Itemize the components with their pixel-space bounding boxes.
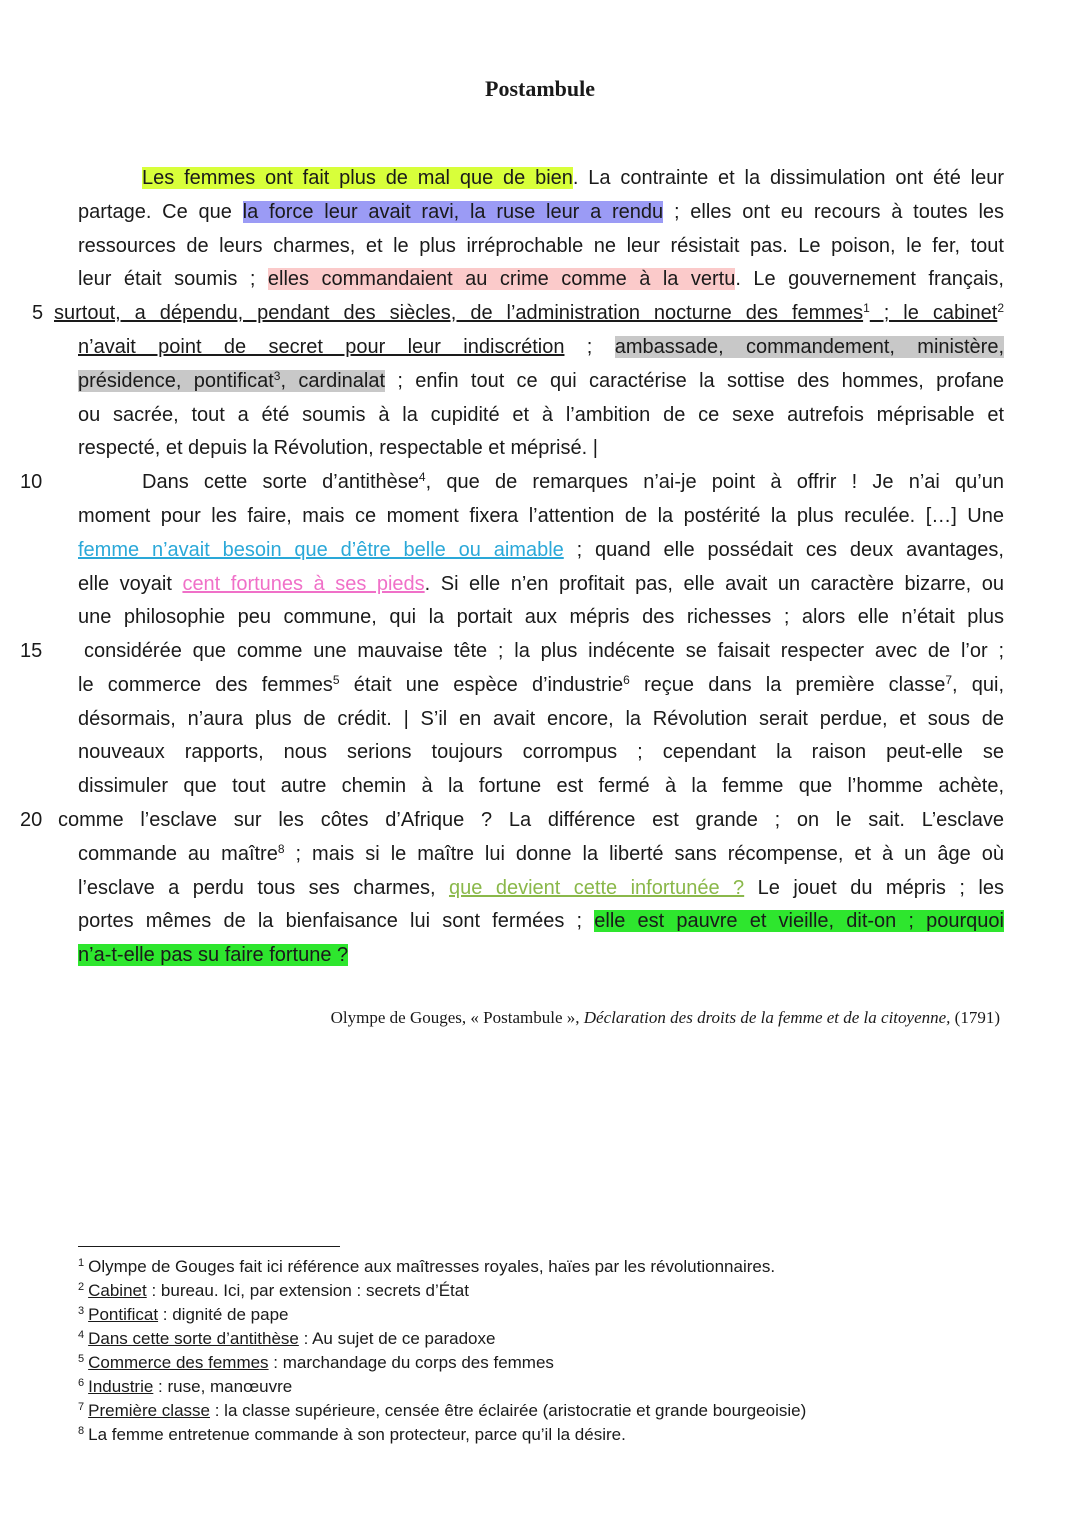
highlight-gray: ambassade, commandement, ministère, xyxy=(614,336,1004,358)
underlined-text: surtout, a dépendu, pendant des siècles, de l’administration nocturne des femmes xyxy=(54,302,864,324)
text-line-8: ou sacrée, tout a été soumis à la cupidité et à l’ambition de ce sexe autrefois méprisable et xyxy=(78,404,1004,426)
text-line-10: Dans cette sorte d’antithèse$^4$, que de remarques n’ai-je point à offrir ! Je n’ai qu’un xyxy=(142,470,1004,493)
line-number-10: 10 xyxy=(20,471,43,493)
text-line-23: portes mêmes de la bienfaisance lui sont fermées ; elle est pauvre et vieille, dit-on ; pourquoi xyxy=(78,910,1004,932)
underlined-text: n’avait point de secret pour leur indiscrétion xyxy=(78,336,565,358)
line-number-5: 5 xyxy=(32,302,44,324)
colored-link-text-pink: cent fortunes à ses pieds xyxy=(182,573,425,595)
text-line-1: Les femmes ont fait plus de mal que de bien. La contrainte et la dissimulation ont été leur xyxy=(142,167,1005,189)
highlight-green: n’a-t-elle pas su faire fortune ? xyxy=(78,944,349,966)
highlight-green: elle est pauvre et vieille, dit-on ; pourquoi xyxy=(594,910,1004,932)
footnote-2: $^2$ Cabinet : bureau. Ici, par extension : secrets d’État xyxy=(78,1281,469,1300)
highlight-gray: présidence, pontificat$^3$, cardinalat xyxy=(78,369,386,392)
text-line-21: commande au maître$^8$ ; mais si le maître lui donne la liberté sans récompense, et à un âge où xyxy=(78,842,1004,865)
text-line-13: elle voyait cent fortunes à ses pieds. Si elle n’en profitait pas, elle avait un caractère bizarre, ou xyxy=(78,573,1004,595)
line-number-20: 20 xyxy=(20,809,43,831)
highlight-yellow: Les femmes ont fait plus de mal que de bien xyxy=(142,167,573,189)
colored-link-text-cyan: femme n’avait besoin que d’être belle ou aimable xyxy=(78,539,564,561)
text-line-4: leur était soumis ; elles commandaient au crime comme à la vertu. Le gouvernement français, xyxy=(78,268,1004,290)
text-line-7: présidence, pontificat$^3$, cardinalat ; enfin tout ce qui caractérise la sottise des hommes, profane xyxy=(78,369,1004,392)
text-line-24 xyxy=(78,940,1004,970)
text-line-3: ressources de leurs charmes, et le plus irréprochable ne leur résistait pas. Le poison, le fer, tout xyxy=(78,235,1004,257)
text-line-19: dissimuler que tout autre chemin à la fortune est fermé à la femme que l’homme achète, xyxy=(78,775,1004,797)
text-line-6: n’avait point de secret pour leur indiscrétion ; ambassade, commandement, ministère, xyxy=(78,336,1004,358)
text-line-9: respecté, et depuis la Révolution, respectable et méprisé. | xyxy=(78,437,598,459)
text-line-20: comme l’esclave sur les côtes d’Afrique ? La différence est grande ; on le sait. L’esclave xyxy=(58,809,1004,831)
highlight-blue: la force leur avait ravi, la ruse leur a rendu xyxy=(242,201,664,223)
colored-link-text-green: que devient cette infortunée ? xyxy=(448,877,745,899)
footnote-4: $^4$ Dans cette sorte d’antithèse : Au sujet de ce paradoxe xyxy=(78,1329,496,1348)
text-line-16: le commerce des femmes$^5$ était une espèce d’industrie$^6$ reçue dans la première classe$^7$, qui, xyxy=(78,673,1005,696)
text-line-15: considérée que comme une mauvaise tête ; la plus indécente se faisait respecter avec de l’or ; xyxy=(84,640,1004,662)
footnote-separator xyxy=(78,1246,340,1247)
line-number-15: 15 xyxy=(20,640,43,662)
footnote-7: $^7$ Première classe : la classe supérieure, censée être éclairée (aristocratie et grande bourgeoisie) xyxy=(78,1401,807,1420)
source-citation: Olympe de Gouges, « Postambule », Déclaration des droits de la femme et de la citoyenne, (1791) xyxy=(330,1008,1000,1027)
text-line-2: partage. Ce que la force leur avait ravi, la ruse leur a rendu ; elles ont eu recours à toutes les xyxy=(78,201,1005,223)
highlight-pink: elles commandaient au crime comme à la vertu xyxy=(267,268,736,290)
footnote-6: $^6$ Industrie : ruse, manœuvre xyxy=(78,1377,293,1396)
footnote-1: $^1$ Olympe de Gouges fait ici référence aux maîtresses royales, haïes par les révolutionnaires. xyxy=(78,1257,776,1276)
text-line-11: moment pour les faire, mais ce moment fixera l’attention de la postérité la plus reculée. […] Une xyxy=(78,505,1004,527)
text-line-14: une philosophie peu commune, qui la portait aux mépris des richesses ; alors elle n’était plus xyxy=(78,606,1004,628)
footnote-8: $^8$ La femme entretenue commande à son protecteur, parce qu’il la désire. xyxy=(78,1425,626,1444)
text-line-5: surtout, a dépendu, pendant des siècles, de l’administration nocturne des femmes$^1$ ; le cabinet$^2$ xyxy=(54,301,1004,324)
text-line-22: l’esclave a perdu tous ses charmes, que devient cette infortunée ? Le jouet du mépris ; les xyxy=(78,877,1004,899)
page-title: Postambule xyxy=(485,76,595,101)
text-line-17: désormais, n’aura plus de crédit. | S’il en avait encore, la Révolution serait perdue, et sous de xyxy=(78,708,1004,730)
footnote-5: $^5$ Commerce des femmes : marchandage du corps des femmes xyxy=(78,1353,554,1372)
text-line-18: nouveaux rapports, nous serions toujours corrompus ; cependant la raison peut-elle se xyxy=(78,741,1004,763)
text-line-12: femme n’avait besoin que d’être belle ou aimable ; quand elle possédait ces deux avantages, xyxy=(78,539,1004,561)
footnote-3: $^3$ Pontificat : dignité de pape xyxy=(78,1305,289,1324)
